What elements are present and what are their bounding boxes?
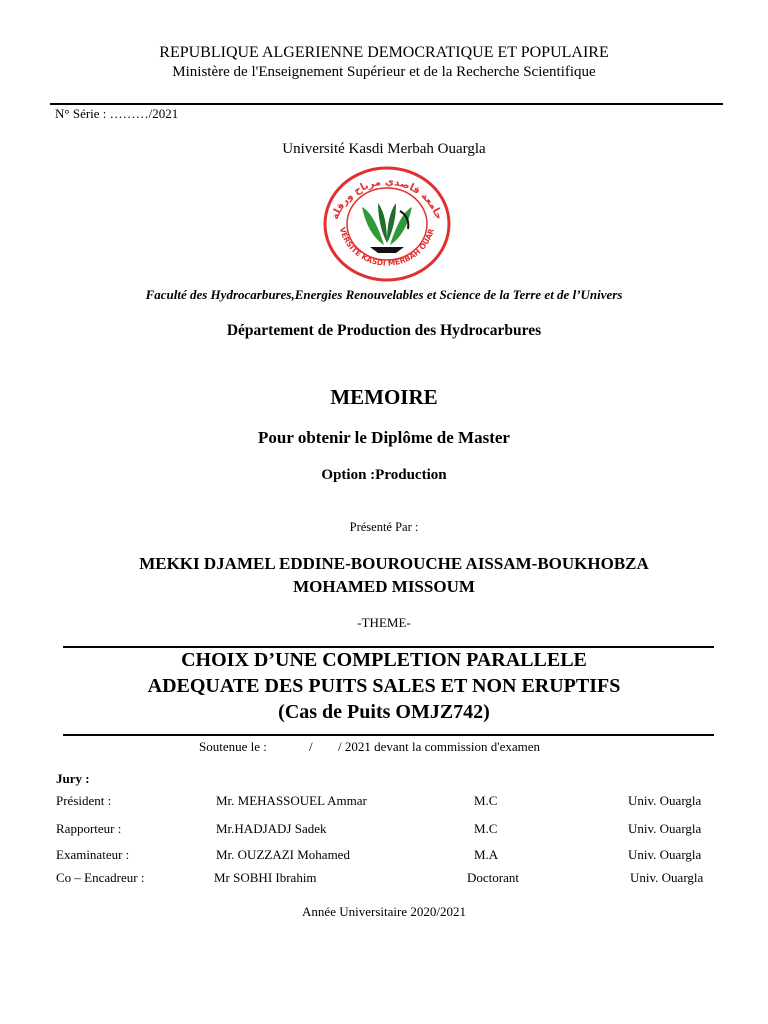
- theme-line-2: ADEQUATE DES PUITS SALES ET NON ERUPTIFS: [147, 675, 621, 697]
- ministry-header: Ministère de l'Enseignement Supérieur et de la Recherche Scientifique: [172, 64, 596, 80]
- jury-name: Mr. OUZZAZI Mohamed: [216, 847, 350, 862]
- document-type: MEMOIRE: [330, 385, 438, 409]
- jury-grade: M.A: [474, 847, 499, 862]
- theme-line-3: (Cas de Puits OMJZ742): [278, 701, 490, 723]
- theme-top-rule: [63, 646, 714, 648]
- theme-line-1: CHOIX D’UNE COMPLETION PARALLELE: [181, 649, 587, 671]
- diploma-line: Pour obtenir le Diplôme de Master: [258, 428, 510, 447]
- jury-role: Président :: [56, 793, 112, 808]
- theme-bottom-rule: [63, 734, 714, 736]
- jury-title: Jury :: [56, 771, 90, 786]
- jury-institution: Univ. Ouargla: [630, 870, 704, 885]
- defense-slash: /: [309, 739, 313, 754]
- jury-name: Mr.HADJADJ Sadek: [216, 821, 327, 836]
- jury-role: Rapporteur :: [56, 821, 122, 836]
- defense-label: Soutenue le :: [199, 739, 267, 754]
- jury-role: Examinateur :: [56, 847, 130, 862]
- presented-by-label: Présenté Par :: [349, 520, 419, 534]
- jury-name: Mr SOBHI Ibrahim: [214, 870, 317, 885]
- jury-name: Mr. MEHASSOUEL Ammar: [216, 793, 367, 808]
- defense-date-text: / 2021 devant la commission d'examen: [338, 739, 540, 754]
- jury-grade: M.C: [474, 821, 498, 836]
- jury-institution: Univ. Ouargla: [628, 821, 702, 836]
- jury-grade: M.C: [474, 793, 498, 808]
- jury-institution: Univ. Ouargla: [628, 793, 702, 808]
- jury-grade: Doctorant: [467, 870, 519, 885]
- header-rule: [50, 103, 723, 105]
- serial-number: N° Série : ………/2021: [55, 106, 179, 121]
- jury-row: [0, 870, 768, 888]
- jury-row: [0, 847, 768, 865]
- theme-label: -THEME-: [357, 615, 411, 630]
- department-name: Département de Production des Hydrocarbures: [226, 322, 542, 339]
- logo-arabic-text: جامعة قاصدي مرباح ورقلة: [329, 176, 445, 222]
- jury-institution: Univ. Ouargla: [628, 847, 702, 862]
- university-name: Université Kasdi Merbah Ouargla: [282, 141, 486, 157]
- jury-role: Co – Encadreur :: [56, 870, 145, 885]
- academic-year: Année Universitaire 2020/2021: [302, 904, 466, 919]
- authors-line-2: MOHAMED MISSOUM: [293, 577, 475, 596]
- university-logo: [318, 163, 456, 283]
- logo-latin-text: VERSITE KASDI MERBAH OUAR: [337, 226, 436, 268]
- faculty-name: Faculté des Hydrocarbures,Energies Renouvelables et Science de la Terre et de l’Univers: [145, 287, 623, 302]
- jury-row: [0, 821, 768, 839]
- country-header: REPUBLIQUE ALGERIENNE DEMOCRATIQUE ET POPULAIRE: [159, 44, 609, 61]
- authors-line-1: MEKKI DJAMEL EDDINE-BOUROUCHE AISSAM-BOUKHOBZA: [139, 554, 649, 573]
- jury-row: [0, 793, 768, 811]
- option-line: Option :Production: [321, 467, 447, 483]
